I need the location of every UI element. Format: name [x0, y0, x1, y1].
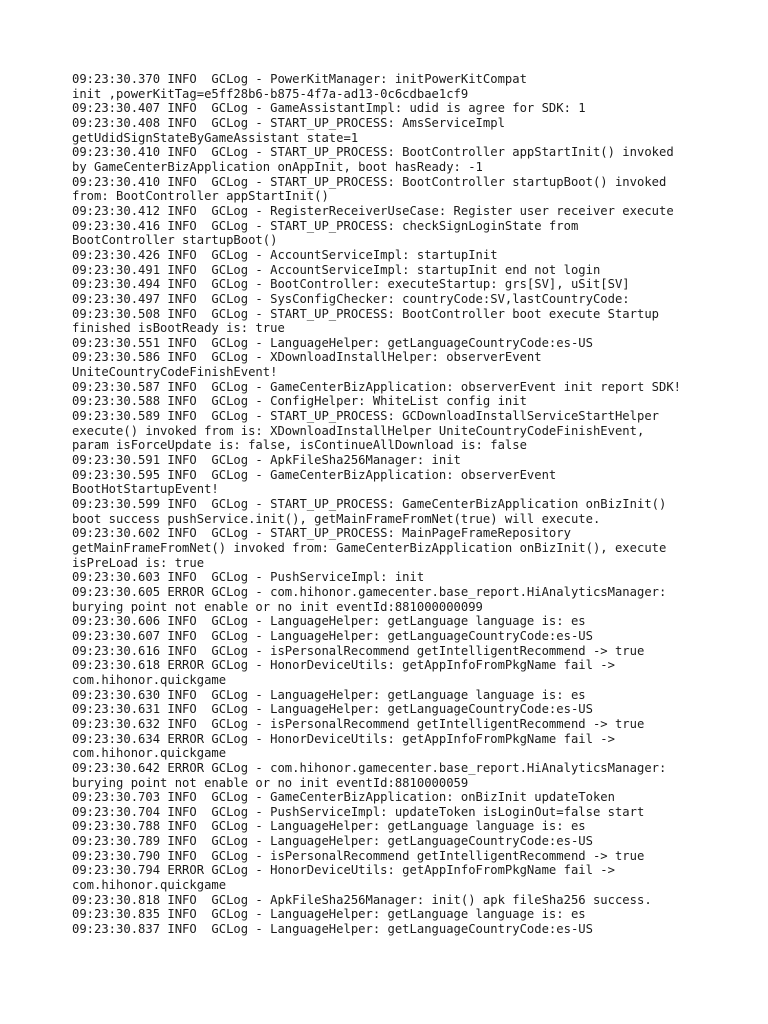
log-line: 09:23:30.551 INFO GCLog - LanguageHelper: getLanguageCountryCode:es-US [72, 335, 593, 350]
log-line: UniteCountryCodeFinishEvent! [72, 365, 278, 380]
log-line: 09:23:30.789 INFO GCLog - LanguageHelper: getLanguageCountryCode:es-US [72, 834, 593, 849]
log-line: 09:23:30.426 INFO GCLog - AccountServiceImpl: startupInit [72, 247, 498, 262]
log-line: BootHotStartupEvent! [72, 482, 219, 497]
log-line: 09:23:30.704 INFO GCLog - PushServiceImpl: updateToken isLoginOut=false start [72, 804, 645, 819]
log-line: by GameCenterBizApplication onAppInit, boot hasReady: -1 [72, 159, 483, 174]
log-line: 09:23:30.606 INFO GCLog - LanguageHelper: getLanguage language is: es [72, 614, 586, 629]
log-line: 09:23:30.412 INFO GCLog - RegisterReceiverUseCase: Register user receiver execute [72, 203, 674, 218]
log-line: 09:23:30.794 ERROR GCLog - HonorDeviceUtils: getAppInfoFromPkgName fail -> [72, 863, 615, 878]
log-line: 09:23:30.491 INFO GCLog - AccountServiceImpl: startupInit end not login [72, 262, 601, 277]
log-line: 09:23:30.497 INFO GCLog - SysConfigChecker: countryCode:SV,lastCountryCode: [72, 291, 630, 306]
log-line: 09:23:30.607 INFO GCLog - LanguageHelper: getLanguageCountryCode:es-US [72, 628, 593, 643]
log-line: getMainFrameFromNet() invoked from: GameCenterBizApplication onBizInit(), execute [72, 541, 667, 555]
log-line: 09:23:30.410 INFO GCLog - START_UP_PROCESS: BootController appStartInit() invoked [72, 145, 674, 160]
log-text-block [72, 72, 732, 937]
log-line: 09:23:30.587 INFO GCLog - GameCenterBizApplication: observerEvent init report SDK! [72, 379, 682, 394]
log-line: isPreLoad is: true [72, 555, 205, 570]
log-line: 09:23:30.703 INFO GCLog - GameCenterBizApplication: onBizInit updateToken [72, 790, 615, 805]
log-line: 09:23:30.642 ERROR GCLog - com.hihonor.gamecenter.base_report.HiAnalyticsManager: [72, 760, 667, 775]
log-line: 09:23:30.589 INFO GCLog - START_UP_PROCESS: GCDownloadInstallServiceStartHelper [72, 409, 659, 424]
log-line: 09:23:30.630 INFO GCLog - LanguageHelper: getLanguage language is: es [72, 687, 586, 702]
log-line: 09:23:30.410 INFO GCLog - START_UP_PROCESS: BootController startupBoot() invoked [72, 174, 667, 189]
log-line: 09:23:30.790 INFO GCLog - isPersonalRecommend getIntelligentRecommend -> true [72, 848, 645, 863]
log-line: 09:23:30.788 INFO GCLog - LanguageHelper: getLanguage language is: es [72, 819, 586, 834]
log-line: 09:23:30.603 INFO GCLog - PushServiceImpl: init [72, 570, 425, 585]
log-line: 09:23:30.599 INFO GCLog - START_UP_PROCESS: GameCenterBizApplication onBizInit() [72, 497, 667, 512]
log-line: 09:23:30.602 INFO GCLog - START_UP_PROCESS: MainPageFrameRepository [72, 526, 571, 541]
log-line: 09:23:30.837 INFO GCLog - LanguageHelper: getLanguageCountryCode:es-US [72, 922, 593, 937]
log-line: burying point not enable or no init eventId:881000000099 [72, 599, 483, 614]
log-line: init ,powerKitTag=e5ff28b6-b875-4f7a-ad13-0c6cdbae1cf9 [72, 86, 469, 101]
log-line: 09:23:30.588 INFO GCLog - ConfigHelper: WhiteList config init [72, 394, 527, 409]
log-line: 09:23:30.818 INFO GCLog - ApkFileSha256Manager: init() apk fileSha256 success. [72, 892, 652, 907]
log-line: 09:23:30.408 INFO GCLog - START_UP_PROCESS: AmsServiceImpl [72, 115, 505, 130]
log-line: 09:23:30.835 INFO GCLog - LanguageHelper: getLanguage language is: es [72, 907, 586, 922]
log-line: param isForceUpdate is: false, isContinueAllDownload is: false [72, 438, 527, 453]
log-line: 09:23:30.595 INFO GCLog - GameCenterBizApplication: observerEvent [72, 467, 557, 482]
log-line: 09:23:30.605 ERROR GCLog - com.hihonor.gamecenter.base_report.HiAnalyticsManager: [72, 584, 667, 599]
log-line: 09:23:30.632 INFO GCLog - isPersonalRecommend getIntelligentRecommend -> true [72, 716, 645, 731]
log-line: 09:23:30.494 INFO GCLog - BootController: executeStartup: grs[SV], uSit[SV] [72, 277, 630, 292]
log-line: 09:23:30.416 INFO GCLog - START_UP_PROCESS: checkSignLoginState from [72, 218, 579, 233]
log-line: execute() invoked from is: XDownloadInstallHelper UniteCountryCodeFinishEvent, [72, 423, 645, 438]
log-line: 09:23:30.370 INFO GCLog - PowerKitManager: initPowerKitCompat [72, 72, 527, 86]
log-line: 09:23:30.591 INFO GCLog - ApkFileSha256Manager: init [72, 453, 461, 468]
log-line: 09:23:30.616 INFO GCLog - isPersonalRecommend getIntelligentRecommend -> true [72, 643, 645, 658]
log-line: 09:23:30.618 ERROR GCLog - HonorDeviceUtils: getAppInfoFromPkgName fail -> [72, 658, 615, 673]
log-line: finished isBootReady is: true [72, 321, 285, 336]
log-line: 09:23:30.407 INFO GCLog - GameAssistantImpl: udid is agree for SDK: 1 [72, 101, 586, 116]
log-line: burying point not enable or no init eventId:8810000059 [72, 775, 469, 790]
log-line: com.hihonor.quickgame [72, 878, 227, 893]
log-line: boot success pushService.init(), getMainFrameFromNet(true) will execute. [72, 511, 601, 526]
log-line: 09:23:30.631 INFO GCLog - LanguageHelper: getLanguageCountryCode:es-US [72, 702, 593, 717]
log-line: getUdidSignStateByGameAssistant state=1 [72, 130, 359, 145]
log-line: com.hihonor.quickgame [72, 672, 227, 687]
log-line: com.hihonor.quickgame [72, 746, 227, 761]
log-line: 09:23:30.634 ERROR GCLog - HonorDeviceUtils: getAppInfoFromPkgName fail -> [72, 731, 615, 746]
log-line: 09:23:30.586 INFO GCLog - XDownloadInstallHelper: observerEvent [72, 350, 542, 365]
log-line: 09:23:30.508 INFO GCLog - START_UP_PROCESS: BootController boot execute Startup [72, 306, 659, 321]
log-line: from: BootController appStartInit() [72, 189, 329, 204]
log-line: BootController startupBoot() [72, 233, 278, 248]
